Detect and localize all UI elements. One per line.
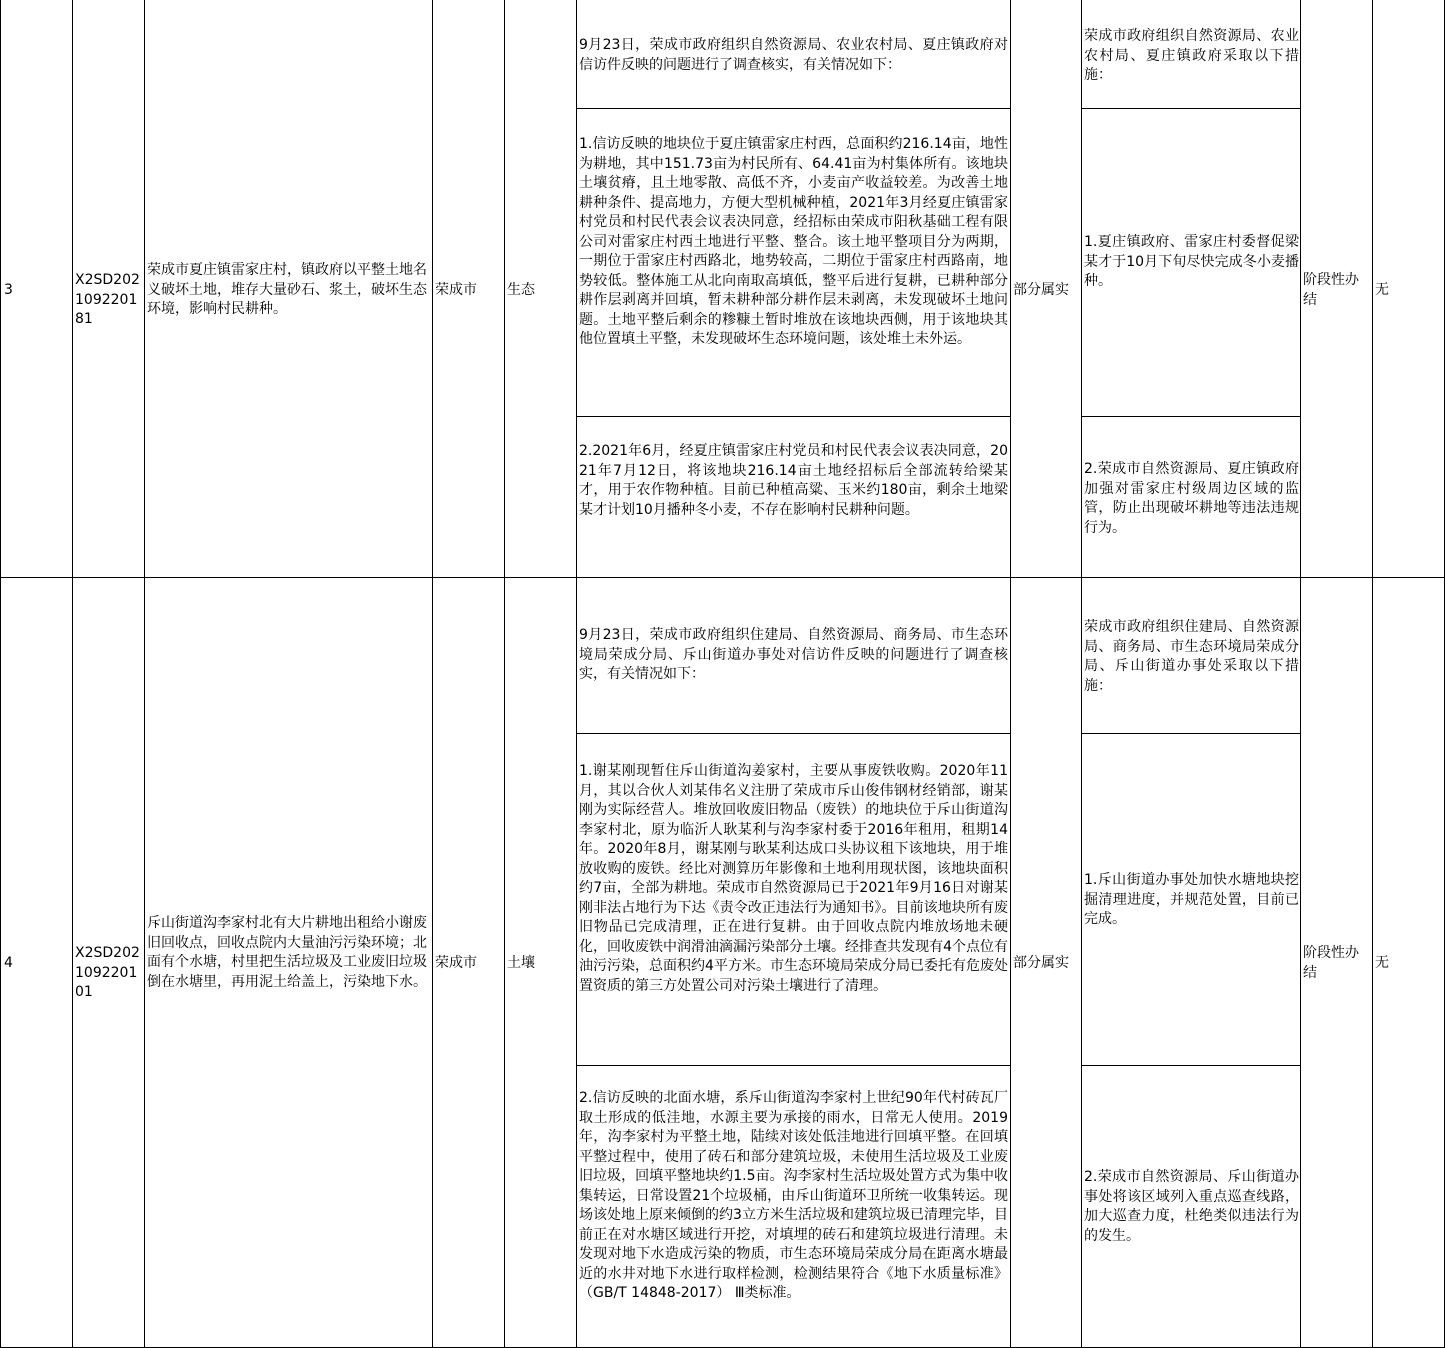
investigation-item: 2.2021年6月，经夏庄镇雷家庄村党员和村民代表会议表决同意，2021年7月12日，将该地块216.14亩土地经招标后全部流转给梁某才，用于农作物种植。目前已种植高粱、玉米约180亩，剩余土地梁某才计划10月播种冬小麦，不存在影响村民耕种问题。 (579, 443, 1008, 518)
table-border-line (504, 0, 505, 1348)
subcell-divider (1081, 108, 1301, 109)
table-border-line (1300, 0, 1301, 1348)
subcell-divider (576, 733, 1011, 734)
measures-intro: 荣成市政府组织住建局、自然资源局、商务局、市生态环境局荣成分局、斥山街道办事处采取以下措施： (1084, 619, 1299, 694)
complaint-text: 荣成市夏庄镇雷家庄村，镇政府以平整土地名义破坏土地，堆存大量砂石、浆土，破坏生态环境，影响村民耕种。 (147, 262, 427, 317)
measure-item: 2.荣成市自然资源局、斥山街道办事处将该区域列入重点巡查线路，加大巡查力度，杜绝类似违法行为的发生。 (1084, 1169, 1299, 1244)
table-border-line (1010, 0, 1011, 1348)
accountability: 无 (1375, 282, 1389, 298)
investigation-item: 1.谢某刚现暂住斥山街道沟姜家村，主要从事废铁收购。2020年11月，其以合伙人刘某伟名义注册了荣成市斥山俊伟钢材经销部，谢某刚为实际经营人。堆放回收废旧物品（废铁）的地块位于斥山街道沟李家村北，原为临沂人耿某利与沟李家村委于2016年租用，租期14年。2020年8月，谢某刚与耿某利达成口头协议租下该地块，用于堆放收购的废铁。经比对测算历年影像和土地利用现状图，该地块面积约7亩，全部为耕地。荣成市自然资源局已于2021年9月16日对谢某刚非法占地行为下达《责令改正违法行为通知书》。目前该地块所有废旧物品已完成清理，正在进行复耕。由于回收点院内堆放场地未硬化，回收废铁中润滑油滴漏污染部分土壤。经排查共发现有4个点位有油污污染，总面积约4平方米。市生态环境局荣成分局已委托有危废处置资质的第三方处置公司对污染土壤进行了清理。 (579, 763, 1008, 994)
region: 荣成市 (435, 955, 477, 971)
table-border-line (432, 0, 433, 1348)
investigation-intro: 9月23日，荣成市政府组织住建局、自然资源局、商务局、市生态环境局荣成分局、斥山街道办事处对信访件反映的问题进行了调查核实，有关情况如下： (579, 627, 1008, 682)
category: 土壤 (507, 955, 535, 971)
region: 荣成市 (435, 282, 477, 298)
table-border-line (1372, 0, 1373, 1348)
subcell-divider (1081, 416, 1301, 417)
table-border-line (0, 0, 1, 1348)
investigation-item: 1.信访反映的地块位于夏庄镇雷家庄村西，总面积约216.14亩，地性为耕地，其中151.73亩为村民所有、64.41亩为村集体所有。该地块土壤贫瘠，且土地零散、高低不齐，小麦亩产收益较差。为改善土地耕种条件、提高地力，方便大型机械种植，2021年3月经夏庄镇雷家村党员和村民代表会议表决同意，经招标由荣成市阳秋基础工程有限公司对雷家庄村西土地进行平整、整合。该土地平整项目分为两期，一期位于雷家庄村西路北，地势较高，二期位于雷家庄村西路南，地势较低。整体施工从北向南取高填低，整平后进行复耕，已耕种部分耕作层剥离并回填，暂未耕种部分耕作层未剥离，未发现破坏土地问题。土地平整后剩余的糁糠土暂时堆放在该地块西侧，用于该地块其他位置填土平整，未发现破坏生态环境问题，该处堆土未外运。 (579, 136, 1008, 347)
row-index: 4 (4, 955, 13, 971)
table-border-line (72, 0, 73, 1348)
subcell-divider (576, 1065, 1011, 1066)
subcell-divider (1081, 1065, 1301, 1066)
subcell-divider (576, 108, 1011, 109)
table-border-line (144, 0, 145, 1348)
accountability: 无 (1375, 955, 1389, 971)
category: 生态 (507, 282, 535, 298)
status: 阶段性办结 (1303, 945, 1359, 981)
row-divider (0, 577, 1445, 578)
investigation-intro: 9月23日，荣成市政府组织自然资源局、农业农村局、夏庄镇政府对信访件反映的问题进行了调查核实，有关情况如下： (579, 37, 1008, 73)
subcell-divider (1081, 733, 1301, 734)
subcell-divider (576, 416, 1011, 417)
measure-item: 1.斥山街道办事处加快水塘地块挖掘清理进度，并规范处置，目前已完成。 (1084, 872, 1299, 927)
verdict: 部分属实 (1013, 955, 1069, 971)
status: 阶段性办结 (1303, 272, 1359, 308)
row-index: 3 (4, 282, 13, 298)
complaint-text: 斥山街道沟李家村北有大片耕地出租给小谢废旧回收点，回收点院内大量油污污染环境；北面有个水塘，村里把生活垃圾及工业废旧垃圾倒在水塘里，再用泥土给盖上，污染地下水。 (147, 915, 427, 990)
table-border-line (1081, 0, 1082, 1348)
measure-item: 1.夏庄镇政府、雷家庄村委督促梁某才于10月下旬尽快完成冬小麦播种。 (1084, 234, 1299, 289)
investigation-item: 2.信访反映的北面水塘，系斥山街道沟李家村上世纪90年代村砖瓦厂取土形成的低洼地，水源主要为承接的雨水，日常无人使用。2019年，沟李家村为平整土地，陆续对该处低洼地进行回填平整。在回填平整过程中，使用了砖石和部分建筑垃圾，未使用生活垃圾及工业废旧垃圾，回填平整地块约1.5亩。沟李家村生活垃圾处置方式为集中收集转运，日常设置21个垃圾桶，由斥山街道环卫所统一收集转运。现场该处地上原来倾倒的约3立方米生活垃圾和建筑垃圾已清理完毕，目前正在对水塘区域进行开挖，对填埋的砖石和建筑垃圾进行清理。未发现对地下水造成污染的物质，市生态环境局荣成分局在距离水塘最近的水井对地下水进行取样检测，检测结果符合《地下水质量标准》（GB/T 14848-2017） Ⅲ类标准。 (579, 1090, 1008, 1301)
measure-item: 2.荣成市自然资源局、夏庄镇政府加强对雷家庄村级周边区域的监管，防止出现破坏耕地等违法违规行为。 (1084, 461, 1299, 536)
measures-intro: 荣成市政府组织自然资源局、农业农村局、夏庄镇政府采取以下措施： (1084, 28, 1299, 83)
case-id: X2SD202109220181 (75, 272, 140, 327)
verdict: 部分属实 (1013, 282, 1069, 298)
case-id: X2SD202109220101 (75, 945, 140, 1000)
table-border-line (576, 0, 577, 1348)
